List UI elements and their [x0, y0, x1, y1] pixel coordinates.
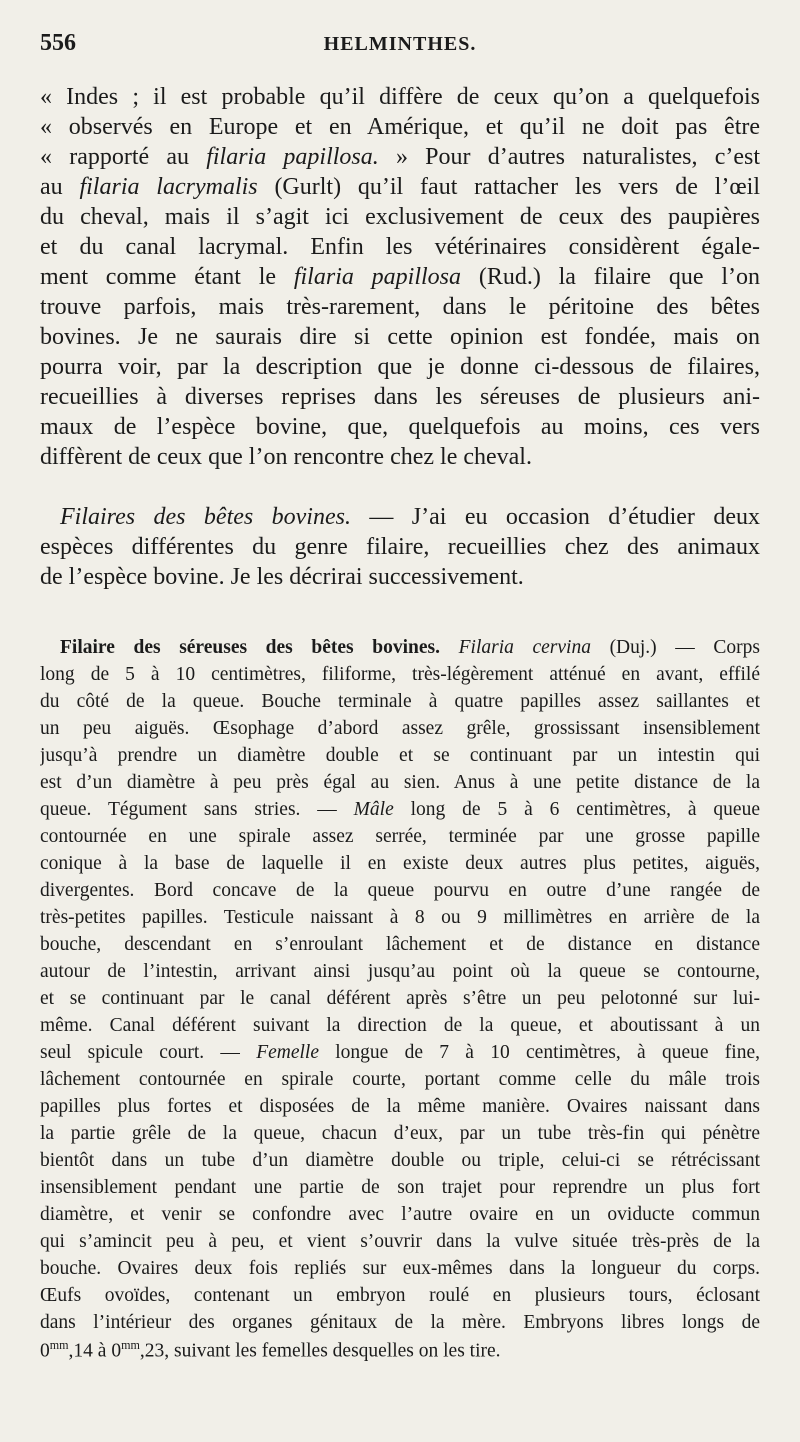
text-line: bouche. Ovaires deux fois repliés sur eux-mêmes dans la longueur du corps.: [40, 1258, 760, 1279]
text-line: qui s’amincit peu à peu, et vient s’ouvrir dans la vulve située très-près de la: [40, 1231, 760, 1252]
text-line: Filaire des séreuses des bêtes bovines. Filaria cervina (Duj.) — Corps: [60, 637, 760, 658]
section-heading: Filaire des séreuses des bêtes bovines.: [60, 637, 440, 658]
text-line: « rapporté au filaria papillosa. » Pour d’autres naturalistes, c’est: [40, 144, 760, 170]
text-line: Œufs ovoïdes, contenant un embryon roulé en plusieurs tours, éclosant: [40, 1285, 760, 1306]
text-line: et se continuant par le canal déférent après s’être un peu pelotonné sur lui-: [40, 988, 760, 1009]
text-line: Filaires des bêtes bovines. — J’ai eu occasion d’étudier deux: [60, 504, 760, 530]
text-line: espèces différentes du genre filaire, recueillies chez des animaux: [40, 534, 760, 560]
text-line: autour de l’intestin, arrivant ainsi jusqu’au point où la queue se contourne,: [40, 961, 760, 982]
species-name: filaria lacrymalis: [79, 174, 258, 200]
text-line: maux de l’espèce bovine, que, quelquefois au moins, ces vers: [40, 414, 760, 440]
text-line: bientôt dans un tube d’un diamètre double ou triple, celui-ci se rétrécissant: [40, 1150, 760, 1171]
page-number: 556: [40, 30, 76, 56]
species-name: filaria papillosa: [293, 264, 462, 290]
species-name: Filaria cervina: [458, 637, 591, 658]
text-line: diamètre, et venir se confondre avec l’autre ovaire en un oviducte commun: [40, 1204, 760, 1225]
text-line: « Indes ; il est probable qu’il diffère de ceux qu’on a quelquefois: [40, 84, 760, 110]
text-line: jusqu’à prendre un diamètre double et se continuant par un intestin qui: [40, 745, 760, 766]
text-line: queue. Tégument sans stries. — Mâle long de 5 à 6 centimètres, à queue: [40, 799, 760, 820]
section-heading: Filaires des bêtes bovines.: [60, 504, 351, 530]
text-line: ment comme étant le filaria papillosa (Rud.) la filaire que l’on: [40, 264, 760, 290]
text-line: bovines. Je ne saurais dire si cette opinion est fondée, mais on: [40, 324, 760, 350]
text-line: du cheval, mais il s’agit ici exclusivement de ceux des paupières: [40, 204, 760, 230]
text-line: pourra voir, par la description que je donne ci-dessous de filaires,: [40, 354, 760, 380]
text-line: au filaria lacrymalis (Gurlt) qu’il faut rattacher les vers de l’œil: [40, 174, 760, 200]
text-line: recueillies à diverses reprises dans les séreuses de plusieurs ani-: [40, 384, 760, 410]
text-line: divergentes. Bord concave de la queue pourvu en outre d’une rangée de: [40, 880, 760, 901]
text-line: un peu aiguës. Œsophage d’abord assez grêle, grossissant insensiblement: [40, 718, 760, 739]
text-line: très-petites papilles. Testicule naissant à 8 ou 9 millimètres en arrière de la: [40, 907, 760, 928]
text-line: la partie grêle de la queue, chacun d’eux, par un tube très-fin qui pénètre: [40, 1123, 760, 1144]
text-line: est d’un diamètre à peu près égal au sien. Anus à une petite distance de la: [40, 772, 760, 793]
text-line: lâchement contournée en spirale courte, portant comme celle du mâle trois: [40, 1069, 760, 1090]
text-line: insensiblement pendant une partie de son trajet pour reprendre un plus fort: [40, 1177, 760, 1198]
text-line: papilles plus fortes et disposées de la même manière. Ovaires naissant dans: [40, 1096, 760, 1117]
text-line: bouche, descendant en s’enroulant lâchement et de distance en distance: [40, 934, 760, 955]
text-line: long de 5 à 10 centimètres, filiforme, très-légèrement atténué en avant, effilé: [40, 664, 760, 685]
text-line: dans l’intérieur des organes génitaux de la mère. Embryons libres longs de: [40, 1312, 760, 1333]
text-line: diffèrent de ceux que l’on rencontre chez le cheval.: [40, 444, 532, 470]
text-line: du côté de la queue. Bouche terminale à quatre papilles assez saillantes et: [40, 691, 760, 712]
text-line: même. Canal déférent suivant la direction de la queue, et aboutissant à un: [40, 1015, 760, 1036]
sex-label-female: Femelle: [256, 1042, 319, 1063]
text-line: contournée en une spirale assez serrée, terminée par une grosse papille: [40, 826, 760, 847]
text-line: et du canal lacrymal. Enfin les vétérinaires considèrent égale-: [40, 234, 760, 260]
species-name: filaria papillosa.: [206, 144, 379, 170]
sex-label-male: Mâle: [353, 799, 394, 820]
text-line: seul spicule court. — Femelle longue de 7 à 10 centimètres, à queue fine,: [40, 1042, 760, 1063]
text-line: conique à la base de laquelle il en existe deux autres plus petites, aiguës,: [40, 853, 760, 874]
running-title: HELMINTHES.: [323, 33, 477, 55]
text-line: « observés en Europe et en Amérique, et qu’il ne doit pas être: [40, 114, 760, 140]
text-line: trouve parfois, mais très-rarement, dans le péritoine des bêtes: [40, 294, 760, 320]
page-header: [40, 30, 760, 60]
text-line: $0^{mm},14$ à $0^{mm},23$, suivant les femelles desquelles on les tire.: [40, 1338, 501, 1362]
text-line: de l’espèce bovine. Je les décrirai successivement.: [40, 564, 524, 590]
